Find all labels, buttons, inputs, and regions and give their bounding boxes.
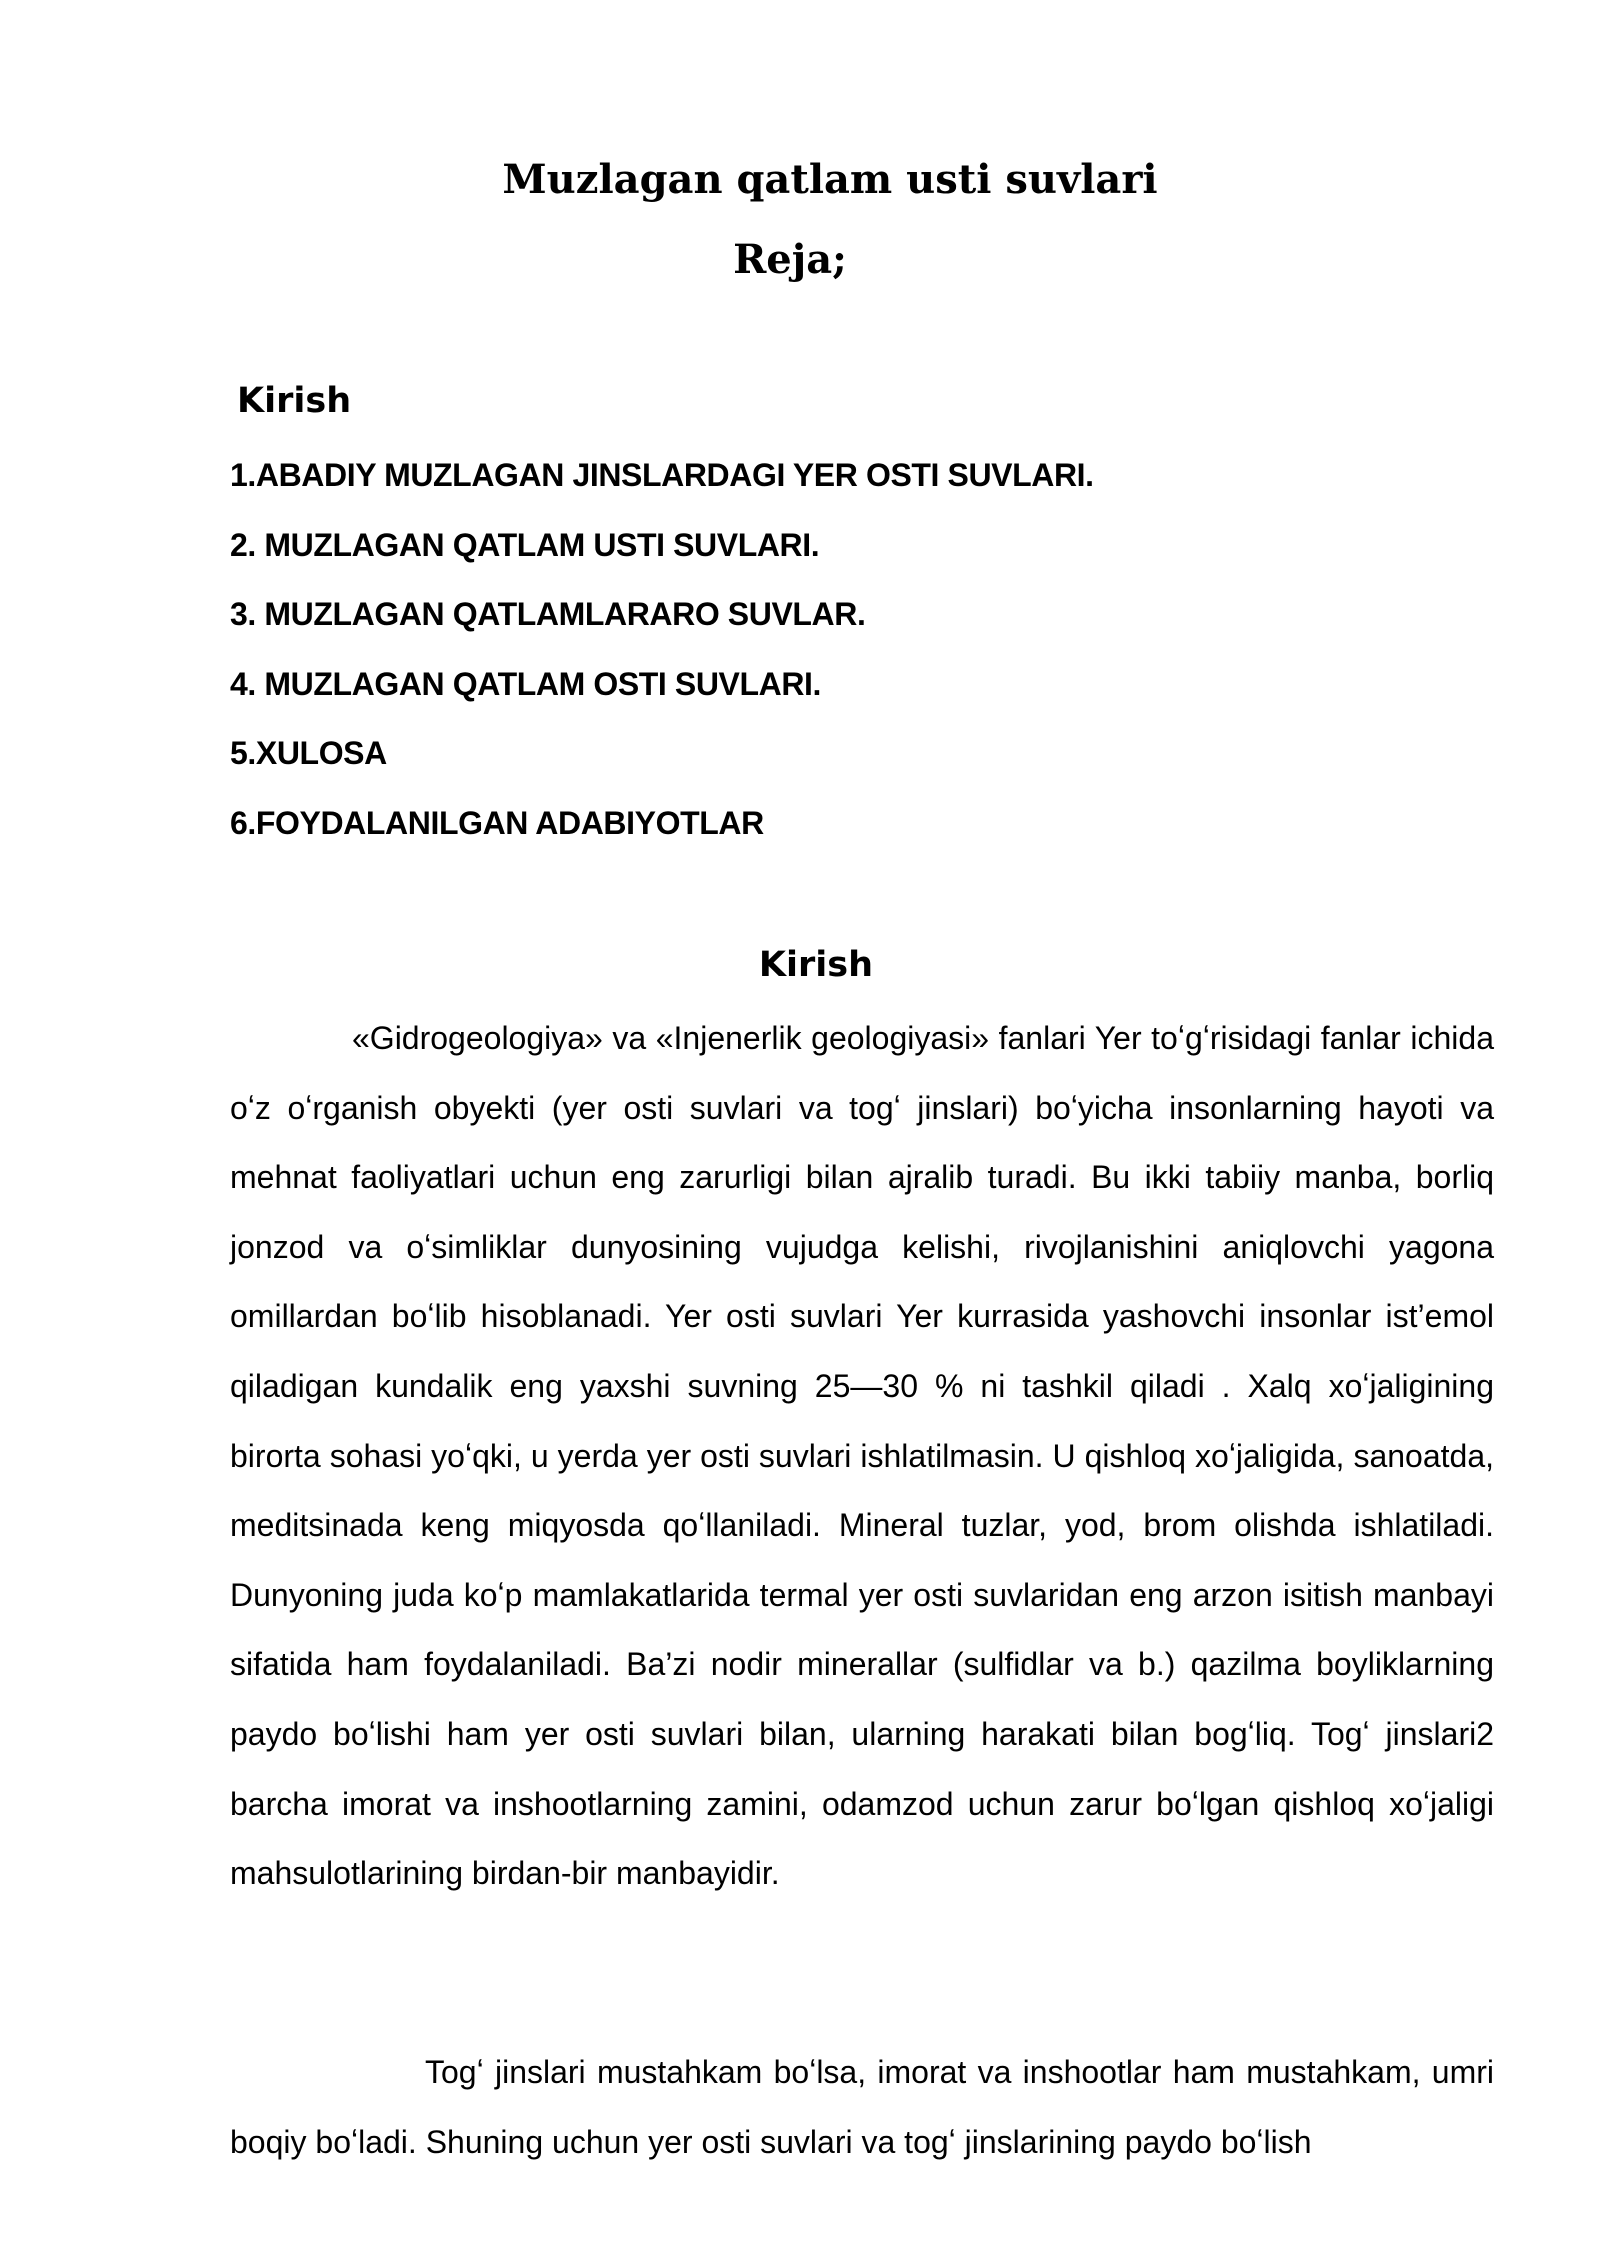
plan-heading: Kirish [237, 381, 352, 421]
document-title: Muzlagan qatlam usti suvlari [502, 156, 1158, 203]
plan-item: 5.XULOSA [230, 735, 387, 772]
plan-item: 3. MUZLAGAN QATLAMLARARO SUVLAR. [230, 596, 866, 633]
plan-list [230, 450, 1094, 868]
plan-item: 2. MUZLAGAN QATLAM USTI SUVLARI. [230, 526, 820, 563]
section-heading: Kirish [758, 945, 874, 985]
plan-item: 6.FOYDALANILGAN ADABIYOTLAR [230, 804, 764, 841]
plan-label: Reja; [733, 236, 847, 283]
plan-item: 1.ABADIY MUZLAGAN JINSLARDAGI YER OSTI SUVLARI. [230, 457, 1094, 493]
body-paragraph: Togʻ jinslari mustahkam boʻlsa, imorat va inshootlar ham mustahkam, umri boqiy boʻladi. Shuning uchun yer osti suvlari va togʻ jinslarining paydo boʻlish [230, 2054, 1494, 2160]
plan-item: 4. MUZLAGAN QATLAM OSTI SUVLARI. [230, 665, 822, 702]
body-paragraph: «Gidrogeologiya» va «Injenerlik geologiyasi» fanlari Yer toʻgʻrisidagi fanlar ichida oʻz oʻrganish obyekti (yer osti suvlari va togʻ jinslari) boʻyicha insonlarning hayoti va mehnat faoliyatlari uchun eng zarurligi bilan ajralib turadi. Bu ikki tabiiy manba, borliq jonzod va oʻsimliklar dunyosining vujudga kelishi, rivojlanishini aniqlovchi yagona omillardan boʻlib hisoblanadi. Yer osti suvlari Yer kurrasida yashovchi insonlar ist’emol qiladigan kundalik eng yaxshi suvning 25—30 % ni tashkil qiladi . Xalq xoʻjaligining birorta sohasi yoʻqki, u yerda yer osti suvlari ishlatilmasin. U qishloq xoʻjaligida, sanoatda, meditsinada keng miqyosda qoʻllaniladi. Mineral tuzlar, yod, brom olishda ishlatiladi. Dunyoning juda koʻp mamlakatlarida termal yer osti suvlaridan eng arzon isitish manbayi sifatida ham foydalaniladi. Ba’zi nodir minerallar (sulfidlar va b.) qazilma boyliklarning paydo boʻlishi ham yer osti suvlari bilan, ularning harakati bilan bogʻliq. Togʻ jinslari2 barcha imorat va inshootlarning zamini, odamzod uchun zarur boʻlgan qishloq xoʻjaligi mahsulotlarining birdan-bir manbayidir. [230, 1020, 1494, 1892]
